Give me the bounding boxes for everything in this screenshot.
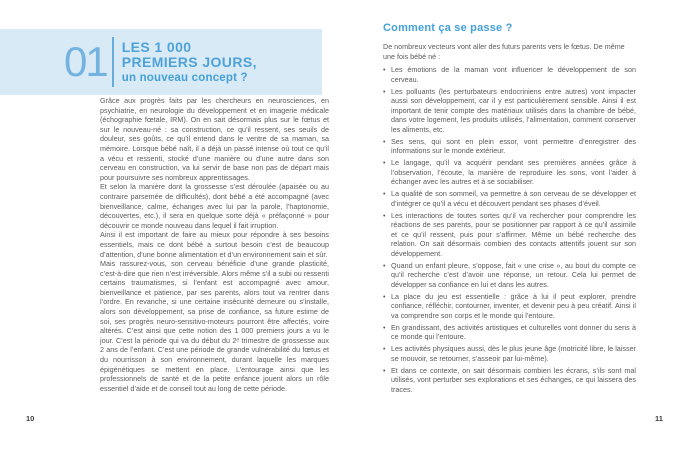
bullet-text: Les émotions de la maman vont influencer le développement de son cerveau. bbox=[391, 65, 636, 84]
bullet-text: Ses sens, qui sont en plein essor, vont permettre d’enregistrer des informations sur le monde extérieur. bbox=[391, 136, 636, 156]
bullet-text: La place du jeu est essentielle : grâce à lui il peut explorer, prendre confiance, réfléchir, contourner, inventer, et devenir peu à peu créatif. Ainsi il va comprendre son corps et le monde qui l’entoure. bbox=[391, 291, 636, 320]
bullet-list bbox=[383, 65, 636, 394]
bullet-item bbox=[383, 261, 636, 290]
bullet-text: Les interactions de toutes sortes qu’il va rechercher pour comprendre les réactions de ses parents, pour se positionner par rapport à ce qu’il assimile et ce qu’il ressent, puis pour s’affirmer. Même un bébé recherche des relation. On sait désormais combien des contacts attentifs jouent sur son développement. bbox=[391, 210, 636, 258]
bullet-marker: • bbox=[383, 210, 386, 220]
chapter-title-line2: PREMIERS JOURS, bbox=[121, 54, 257, 70]
vertical-divider bbox=[112, 37, 114, 87]
bullet-text: La qualité de son sommeil, va permettre à son cerveau de se développer et d’intégrer ce qu’il a vécu et découvert pendant ses phases d’éveil. bbox=[391, 189, 636, 208]
bullet-item bbox=[383, 292, 636, 321]
chapter-number: 01 bbox=[64, 38, 107, 85]
bullet-marker: • bbox=[383, 158, 386, 168]
page-number-right: 11 bbox=[655, 414, 663, 423]
bullet-marker: • bbox=[383, 189, 386, 199]
bullet-item bbox=[383, 323, 636, 342]
section-heading: Comment ça se passe ? bbox=[383, 22, 513, 34]
bullet-item bbox=[383, 211, 636, 259]
bullet-text: En grandissant, des activités artistiques et culturelles vont donner du sens à ce monde qui l’entoure. bbox=[391, 322, 636, 342]
bullet-marker: • bbox=[383, 86, 386, 96]
bullet-marker: • bbox=[383, 344, 386, 354]
bullet-marker: • bbox=[383, 291, 386, 301]
intro-paragraph: De nombreux vecteurs vont aller des futurs parents vers le fœtus. De même une fois bébé né : bbox=[383, 42, 625, 61]
bullet-text: Le langage, qu’il va acquérir pendant ses premières années grâce à l’observation, l’écoute, la manière de reproduire les sons, vont l’aider à échanger avec les autres et à se sociabiliser. bbox=[391, 158, 636, 187]
bullet-item bbox=[383, 158, 636, 187]
bullet-item bbox=[383, 189, 636, 208]
bullet-marker: • bbox=[383, 322, 386, 332]
paragraph-3: Ainsi il est important de faire au mieux pour répondre à ses besoins essentiels, mais ce dont bébé a surtout besoin c’est de beaucoup d’attention, d’une bonne alimentation et d’un environnement sain et sûr. bbox=[100, 230, 329, 259]
paragraph-1: Grâce aux progrès faits par les chercheurs en neurosciences, en psychiatrie, en neurologie du développement et en imagerie médicale (échographie fœtale, IRM). On en sait désormais plus sur le fœtus et sur le nouveau-né : sa construction, ce qu’il ressent, ses seuils de douleur, ses goûts, ce qu’il entend dans le ventre de sa maman, sa mémoire. Lorsque bébé naît, il a déjà un passé intense où tout ce qu’il a vécu et ressenti, stocké d’une manière ou d’une autre dans son cerveau en construction, va lui servir de base non pas de départ mais pour poursuivre ses nombreux apprentissages. bbox=[100, 96, 329, 182]
bullet-marker: • bbox=[383, 65, 386, 75]
bullet-item bbox=[383, 137, 636, 156]
bullet-text: Les polluants (les perturbateurs endocriniens entre autres) vont impacter aussi son développement, car il y est particulièrement sensible. Ainsi il est important de tenir compte des matériaux utilisés dans la chambre de bébé, dans votre logement, les produits utilisés, l’alimentation, comment conserver les aliments, etc. bbox=[391, 86, 636, 134]
bullet-item bbox=[383, 87, 636, 135]
bullet-marker: • bbox=[383, 260, 386, 270]
chapter-banner bbox=[0, 29, 322, 95]
right-text-column bbox=[383, 22, 636, 397]
bullet-item bbox=[383, 344, 636, 363]
bullet-text: Et dans ce contexte, on sait désormais combien les écrans, s’ils sont mal utilisés, vont perturber ses explorations et ses échanges, ce qui laissera des traces. bbox=[391, 365, 636, 394]
chapter-subtitle: un nouveau concept ? bbox=[121, 71, 248, 84]
bullet-item bbox=[383, 366, 636, 395]
bullet-item bbox=[383, 65, 636, 84]
bullet-marker: • bbox=[383, 365, 386, 375]
chapter-title-line1: LES 1 000 bbox=[121, 38, 192, 55]
bullet-text: Les activités physiques aussi, dès le plus jeune âge (motricité libre, le laisser se mouvoir, se retourner, s’asseoir par lui-même). bbox=[391, 344, 636, 363]
bullet-text: Quand un enfant pleure, s’oppose, fait « une crise », au bout du compte ce qu’il recherche c’est d’avoir une réponse, un retour. Cela lui permet de développer sa confiance en lui et dans les autres. bbox=[391, 260, 636, 289]
paragraph-2: Et selon la manière dont la grossesse s’est déroulée (apaisée ou au contraire parsemée de difficultés), dont bébé a été accompagné (avec bienveillance, calme, échanges avec lui par la parole, l’haptonomie, découvertes, etc.), il sera en quelque sorte déjà « préfaçonné » pour découvrir ce monde nouveau dans lequel il fait irruption. bbox=[100, 182, 329, 230]
chapter-title-block bbox=[122, 39, 257, 86]
bullet-marker: • bbox=[383, 136, 386, 146]
paragraph-4: Mais rassurez-vous, son cerveau bénéficie d’une grande plasticité, c’est-à-dire que rien n’est irréversible. Alors même s’il a subi ou ressenti certains traumatismes, si l’enfant est accompagné avec amour, bienveillance et patience, par ses parents, alors tout va rentrer dans l’ordre. En revanche, si une certaine insécurité demeure ou s’installe, alors son développement, sa prise de confiance, sa future estime de soi, ses progrès neuro-sensitivo-moteurs pourront être affectés, voire altérés. C’est ainsi que cette notion des 1 000 premiers jours a vu le jour. C’est la période qui va du début du 2ᵉ trimestre de grossesse aux 2 ans de l’enfant. C’est une période de grande vulnérabilité du fœtus et du nourrisson à son environnement, durant laquelle les marques épigénétiques se mettent en place. L’entourage ainsi que les professionnels de santé et de la petite enfance jouent alors un rôle essentiel d’aide et de conseil tout au long de cette période. bbox=[100, 259, 329, 393]
left-text-column bbox=[100, 96, 329, 393]
page-number-left: 10 bbox=[26, 414, 35, 423]
